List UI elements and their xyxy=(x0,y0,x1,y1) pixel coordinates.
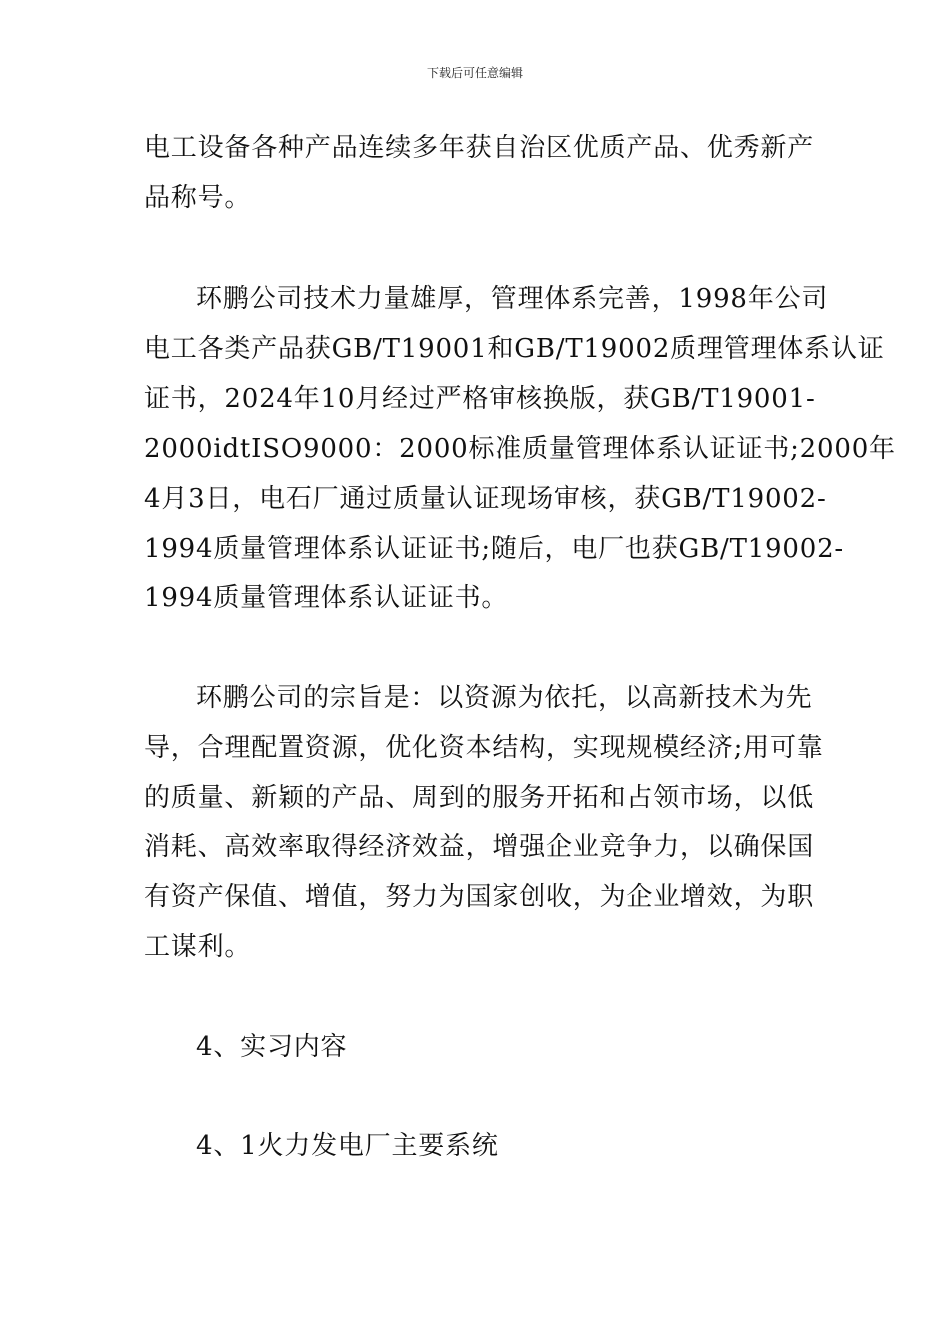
paragraph-line: 环鹏公司技术力量雄厚，管理体系完善，1998年公司 xyxy=(196,284,829,314)
header-note: 下载后可任意编辑 xyxy=(426,66,523,80)
paragraph-line: 导，合理配置资源，优化资本结构，实现规模经济;用可靠 xyxy=(144,733,824,763)
paragraph-line: 1994质量管理体系认证证书;随后，电厂也获GB/T19002- xyxy=(144,534,845,564)
paragraph-line: 工谋利。 xyxy=(144,932,252,962)
paragraph-line: 电工各类产品获GB/T19001和GB/T19002质理管理体系认证 xyxy=(144,334,885,364)
paragraph-line: 1994质量管理体系认证证书。 xyxy=(144,583,509,613)
paragraph-line: 消耗、高效率取得经济效益，增强企业竞争力，以确保国 xyxy=(144,832,815,862)
subsection-heading: 4、1火力发电厂主要系统 xyxy=(196,1131,499,1161)
paragraph-line: 2000idtISO9000：2000标准质量管理体系认证证书;2000年 xyxy=(144,434,896,464)
section-heading: 4、实习内容 xyxy=(196,1032,348,1062)
paragraph-line: 有资产保值、增值，努力为国家创收，为企业增效，为职 xyxy=(144,882,815,912)
paragraph-line: 证书，2024年10月经过严格审核换版，获GB/T19001- xyxy=(144,384,816,414)
paragraph-line: 电工设备各种产品连续多年获自治区优质产品、优秀新产 xyxy=(144,133,815,163)
paragraph-line: 的质量、新颖的产品、周到的服务开拓和占领市场，以低 xyxy=(144,783,815,813)
paragraph-line: 品称号。 xyxy=(144,183,252,213)
paragraph-line: 4月3日，电石厂通过质量认证现场审核，获GB/T19002- xyxy=(144,484,827,514)
paragraph-line: 环鹏公司的宗旨是：以资源为依托，以高新技术为先 xyxy=(196,683,813,713)
